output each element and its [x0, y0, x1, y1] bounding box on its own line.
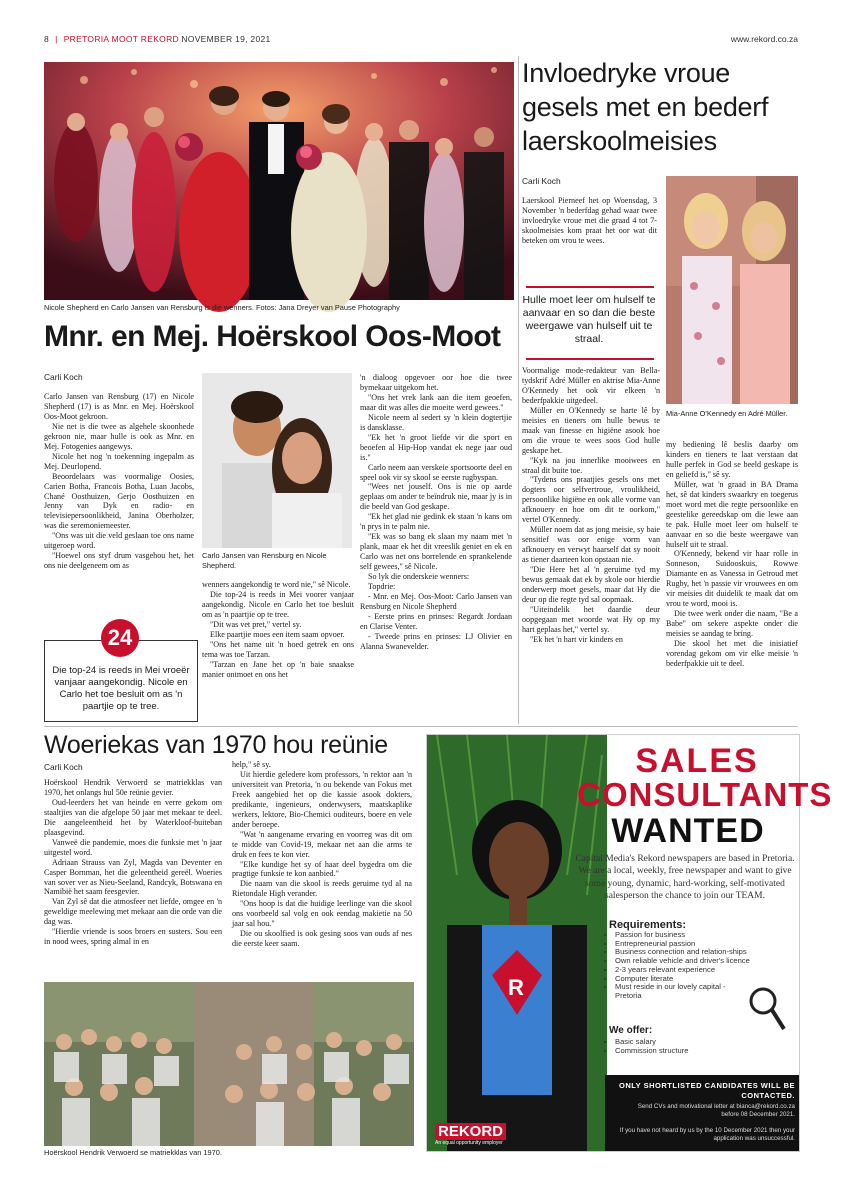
paragraph: wenners aangekondig te word nie," sê Nicole. [202, 580, 351, 589]
paragraph: help," sê sy. [232, 760, 271, 769]
paragraph: Elke paartjie moes een item saam opvoer. [210, 629, 345, 639]
header-separator: | [55, 34, 58, 44]
factbox-text: Die top-24 is reeds in Mei vroeër vanjaar aangekondig. Nicole en Carlo het toe besluit om as 'n paartjie op te tree. [52, 665, 190, 712]
paragraph: "Ons het name uit 'n hoed getrek en ons tema was toe Tarzan. [202, 639, 354, 659]
requirement-item: • Passion for business [615, 931, 750, 940]
ad-title-consultants: CONSULTANTS [577, 776, 833, 813]
paragraph: Voormalige mode-redakteur van Bella-tydskrif Adré Müller en aktrise Mia-Anne O'Kennedy het ook vir elkeen 'n bederfpakkie uitgedeel. [522, 366, 660, 405]
requirement-item: • Must reside in our lovely capital - Pretoria [615, 983, 750, 1000]
ad-offer-title: We offer: [609, 1025, 653, 1036]
paragraph: "Kyk na jou innerlike mooiwees en straal dit buite toe. [522, 455, 660, 475]
story2-headline: Invloedryke vroue gesels met en bederf laerskoolmeisies [522, 58, 769, 156]
paragraph: "Elke kundige het sy of haar deel bygedra om die pragtige funksie te kon aanbied." [232, 859, 412, 879]
pageant-stage-image [44, 62, 514, 300]
paragraph: "Wees net jouself. Ons is nie op aarde geplaas om ander te beïndruk nie, maar jy is in die beeld van God geskape. [360, 482, 512, 512]
couple-photo-caption: Carlo Jansen van Rensburg en Nicole Shepherd. [202, 551, 327, 570]
paragraph: Adriaan Strauss van Zyl, Magda van Deventer en Casper Bornman, het die geleentheid gereël. Woeries van sover ver as Nieu-Seeland, Randcyk, Botswana en Namibië het saam feesgevier. [44, 857, 222, 897]
paragraph: "Hierdie vriende is soos broers en susters. Sou een in nood wees, spring almal in en [44, 927, 222, 947]
paragraph: "Ek was so bang ek slaan my naam met 'n plank, maar ek het dit vreeslik geniet en ek en Carlo was net ons borrelende en sprankelende self gewees," sê Nicole. [360, 532, 512, 572]
paragraph: Nie net is die twee as algehele skoonhede gekroon nie, maar hulle is ook as Mnr. en Mej. Fotogenies aangewys. [44, 421, 194, 451]
ad-shortlist-note: ONLY SHORTLISTED CANDIDATES WILL BE CONTACTED. [619, 1081, 795, 1100]
paragraph: Vanweë die pandemie, moes die funksie met 'n jaar uitgestel word. [44, 837, 222, 857]
paragraph: "Tarzan en Jane het op 'n baie snaakse manier ontmoet en ons het [202, 659, 354, 679]
pageant-photo-caption: Nicole Shepherd en Carlo Jansen van Rensburg is die wenners. Fotos: Jana Dreyer van Pause Photography [44, 303, 400, 312]
requirement-item: • Entrepreneurial passion [615, 940, 750, 949]
paragraph: Die ou skoolfied is ook gesing soos van ouds af nes die eerste keer saam. [232, 929, 412, 949]
paragraph: "Tydens ons praatjies gesels ons met dogters oor selfvertroue, vroulikheid, persoonlike higiëne en ook alle vorme van afknouery en hoe om dit te oorkom," vertel O'Kennedy. [522, 475, 660, 525]
pullquote-top-rule [526, 286, 654, 288]
paragraph: Beoordelaars was voormalige Oosies, Carien Botha, Francois Botha, Luan Jacobs, Chané Oosthuizen, Gerjo Oosthuizen en Jenny van Dyk en radio- en televisiepersoonlikheid, Janina Oberholzer, was die seremoniemeester. [44, 471, 194, 531]
story1-headline: Mnr. en Mej. Hoërskool Oos-Moot [44, 320, 501, 353]
paragraph: Müller en O'Kennedy se harte lê by meisies en tieners om hulle bewus te maak van finesse en higiëne asook hoe om die vroue te wees soos God hulle geskape het. [522, 405, 660, 455]
paragraph: - Mnr. en Mej. Oos-Moot: Carlo Jansen van Rensburg en Nicole Shepherd [360, 591, 512, 611]
rekord-logo-tagline: An equal opportunity employer [435, 1140, 503, 1146]
women-photo-caption: Mia-Anne O'Kennedy en Adré Müller. [666, 409, 788, 418]
paragraph: "Ons het vrek lank aan die item geoefen, maar dit was alles die moeite werd gewees." [360, 392, 512, 412]
paragraph: Die naam van die skool is reeds geruime tyd al na Rietondale High verander. [232, 879, 412, 899]
paragraph: Van Zyl sê dat die atmosfeer net liefde, omgee en 'n geweldige meelewing met mekaar aan die orde van die dag was. [44, 897, 222, 927]
paragraph: Die skool het met die inisiatief vorendag gekom om vir elke meisie 'n bederfpakkie uit te deel. [666, 639, 798, 668]
reunion-photo-caption: Hoërskool Hendrik Verwoerd se matriekklas van 1970. [44, 1148, 222, 1157]
magnifier-icon [747, 985, 787, 1033]
paragraph: Laerskool Pierneef het op Woensdag, 3 November 'n bederfdag gehad waar twee invloedryke vroue met die graad 4 tot 7-skoolmeisies kom praat het oor wat dit beteken om vrou te wees. [522, 196, 657, 245]
section-divider [44, 726, 798, 727]
story2-byline: Carli Koch [522, 176, 561, 186]
story2-column-2 [666, 440, 798, 722]
rekord-logo [435, 1123, 506, 1146]
paragraph: Topdrie: [368, 582, 396, 592]
offer-item: • Basic salary [615, 1037, 688, 1046]
paragraph: Die twee werk onder die naam, "Be a Babe" om sekere aspekte onder die meisies se aandag te bring. [666, 609, 798, 639]
paragraph: Müller, wat 'n graad in BA Drama het, sê dat kinders swaarkry en toegerus moet word met die regte persoonlike en geestelike gereedskap om die lewe aan te pak. Hulle moet leer om hulself te aanvaar en so die beste weergawe van hulself uit te straal. [666, 479, 798, 549]
ad-requirements-title: Requirements: [609, 919, 687, 931]
paragraph: Carlo neem aan verskeie sportsoorte deel en speel ook vir sy skool se eerste rugbyspan. [360, 462, 512, 482]
paragraph: "Uiteindelik het daardie deur oopgegaan met woorde wat Hy op my hart geplaas het," vertel sy. [522, 604, 660, 634]
paragraph: "Ons hoop is dat die huidige leerlinge van die skool ons voorbeeld sal volg en ook eendag makietie na 50 jaar sal hou." [232, 899, 412, 929]
story2-column-1 [522, 366, 660, 722]
ad-send-cv: Send CVs and motivational letter at bianca@rekord.co.za before 08 December 2021. [637, 1103, 795, 1119]
page-header [44, 34, 798, 48]
paragraph: Hoërskool Hendrik Verwoerd se matriekklas van 1970, het onlangs hul 50e reünie gevier. [44, 778, 222, 797]
sales-consultants-ad [426, 734, 833, 1152]
factbox-number: 24 [101, 619, 139, 657]
pageant-photo [44, 62, 514, 300]
ad-intro: Capital Media's Rekord newspapers are based in Pretoria. We are a local, weekly, free newspaper and want to give some young, dynamic, hard-working, self-motivated salesperson the chance to join our TEAM. [575, 854, 795, 902]
requirement-item: • Own reliable vehicle and driver's licence [615, 957, 750, 966]
reunion-group-image [44, 982, 414, 1146]
ad-emblem-letter: R [508, 975, 524, 1000]
paragraph: Carlo Jansen van Rensburg (17) en Nicole Shepherd (17) is as Mnr. en Mej. Hoërskool Oos-Moot gekroon. [44, 392, 194, 421]
paragraph: "Hoewel ons styf drum vasgehou het, het ons nie deelgeneem om as [44, 551, 194, 571]
story2-pullquote: Hulle moet leer om hulself te aanvaar en so dan die beste weergawe van hulself uit te straal. [522, 294, 656, 346]
paragraph: "Ons was uit die veld geslaan toe ons name uitgeroep word. [44, 531, 194, 551]
rekord-logo-text: REKORD [435, 1123, 506, 1140]
paragraph: Oud-leerders het van heinde en verre gekom om staaltjies van die afgelope 50 jaar met mekaar te deel. Die aangeleentheid het by Waterkloof-buiteban plaasgevind. [44, 797, 222, 837]
paragraph: O'Kennedy, bekend vir haar rolle in Sonneson, Suidooskuis, Rowwe Diamante en as Vanessa in Getroud met Rugby, het 'n passie vir vrouwees en om vir meisies dit duidelik te maak dat om vrou te word, mooi is. [666, 549, 798, 609]
site-url[interactable]: www.rekord.co.za [730, 34, 798, 44]
ad-title-sales: SALES [635, 742, 759, 780]
story2-intro [522, 196, 657, 276]
couple-image [202, 373, 352, 548]
requirement-item: • Computer literate [615, 975, 750, 984]
story3-column-2 [232, 760, 412, 978]
story1-column-2 [202, 580, 354, 720]
ad-requirements-list [603, 931, 750, 1001]
factbox [44, 625, 198, 722]
column-divider [518, 56, 519, 724]
paragraph: - Eerste prins en prinses: Regardt Jordaan en Clarise Venter. [360, 611, 512, 631]
publication-name: PRETORIA MOOT REKORD [63, 34, 179, 44]
story3-byline: Carli Koch [44, 762, 83, 772]
story3-headline: Woeriekas van 1970 hou reünie [44, 731, 388, 759]
paragraph: "Ek het 'n groot liefde vir die sport en beoefen al Hip-Hop vandat ek nege jaar oud is." [360, 432, 512, 462]
paragraph: Uit hierdie geledere kom professors, 'n rektor aan 'n universiteit van Pretoria, 'n ou bekende van Fokus met Freek aangebied het op die kassie asook dokters, predikante, ingenieurs, onderwysers, maatskaplike werkers, lektore, Bio-Chemici ouditeurs, boere en vele ander beroepe. [232, 769, 412, 829]
issue-date: NOVEMBER 19, 2021 [181, 34, 271, 44]
ad-title-wanted: WANTED [611, 812, 765, 850]
reunion-photo [44, 982, 414, 1146]
paragraph: Die top-24 is reeds in Mei voorer vanjaar aangekondig. Nicole en Carlo het toe besluit om as 'n paartjie op te tree. [202, 589, 354, 619]
paragraph: "Wat 'n aangename ervaring en voorreg was dit om te midde van Covid-19, mekaar net aan die arms te druk en fees te kon vier. [232, 829, 412, 859]
story3-column-1 [44, 778, 222, 978]
paragraph: Nicole neem al sedert sy 'n klein dogtertjie is dansklasse. [360, 412, 512, 432]
paragraph: So lyk die onderskeie wenners: [368, 572, 470, 582]
ad-not-heard: If you have not heard by us by the 10 December 2021 then your application was unsuccessful. [619, 1127, 795, 1143]
offer-item: • Commission structure [615, 1046, 688, 1055]
women-photo [666, 176, 798, 404]
requirement-item: • Business connection and relation-ships [615, 948, 750, 957]
couple-photo [202, 373, 352, 548]
paragraph: my bediening lê beslis daarby om kinders en tieners te laat verstaan dat hulle perfek in God se beeld geskape is en geliefd is," sê sy. [666, 440, 798, 479]
women-image [666, 176, 798, 404]
paragraph: "Die Here het al 'n geruime tyd my bewus gemaak dat ek by skole oor hierdie onderwerp moet gesels, maar dat Hy die deur op die regte tyd sal oopmaak. [522, 565, 660, 604]
story1-column-1 [44, 392, 194, 614]
page-number: 8 [44, 34, 49, 44]
paragraph: Müller noem dat as jong meisie, sy baie sensitief was oor enige vorm van afknouery en verwyt haarself dat sy nooit as tiener daarteen kon opstaan nie. [522, 525, 660, 565]
paragraph: Nicole het nog 'n toekenning ingepalm as Mej. Deurlopend. [44, 451, 194, 471]
requirement-item: • 2-3 years relevant experience [615, 966, 750, 975]
story1-byline: Carli Koch [44, 372, 83, 382]
paragraph: "Ek het 'n hart vir kinders en [530, 634, 623, 644]
story1-column-3 [360, 373, 512, 721]
paragraph: "Dit was vet pret," vertel sy. [210, 619, 302, 629]
pullquote-bottom-rule [526, 358, 654, 360]
paragraph: 'n dialoog opgevoer oor hoe die twee bymekaar uitgekom het. [360, 373, 512, 392]
paragraph: "Ek het glad nie gedink ek staan 'n kans om 'n prys in te palm nie. [360, 512, 512, 532]
ad-offers-list [603, 1037, 688, 1055]
paragraph: - Tweede prins en prinses: LJ Olivier en Alanna Swanevelder. [360, 631, 512, 651]
